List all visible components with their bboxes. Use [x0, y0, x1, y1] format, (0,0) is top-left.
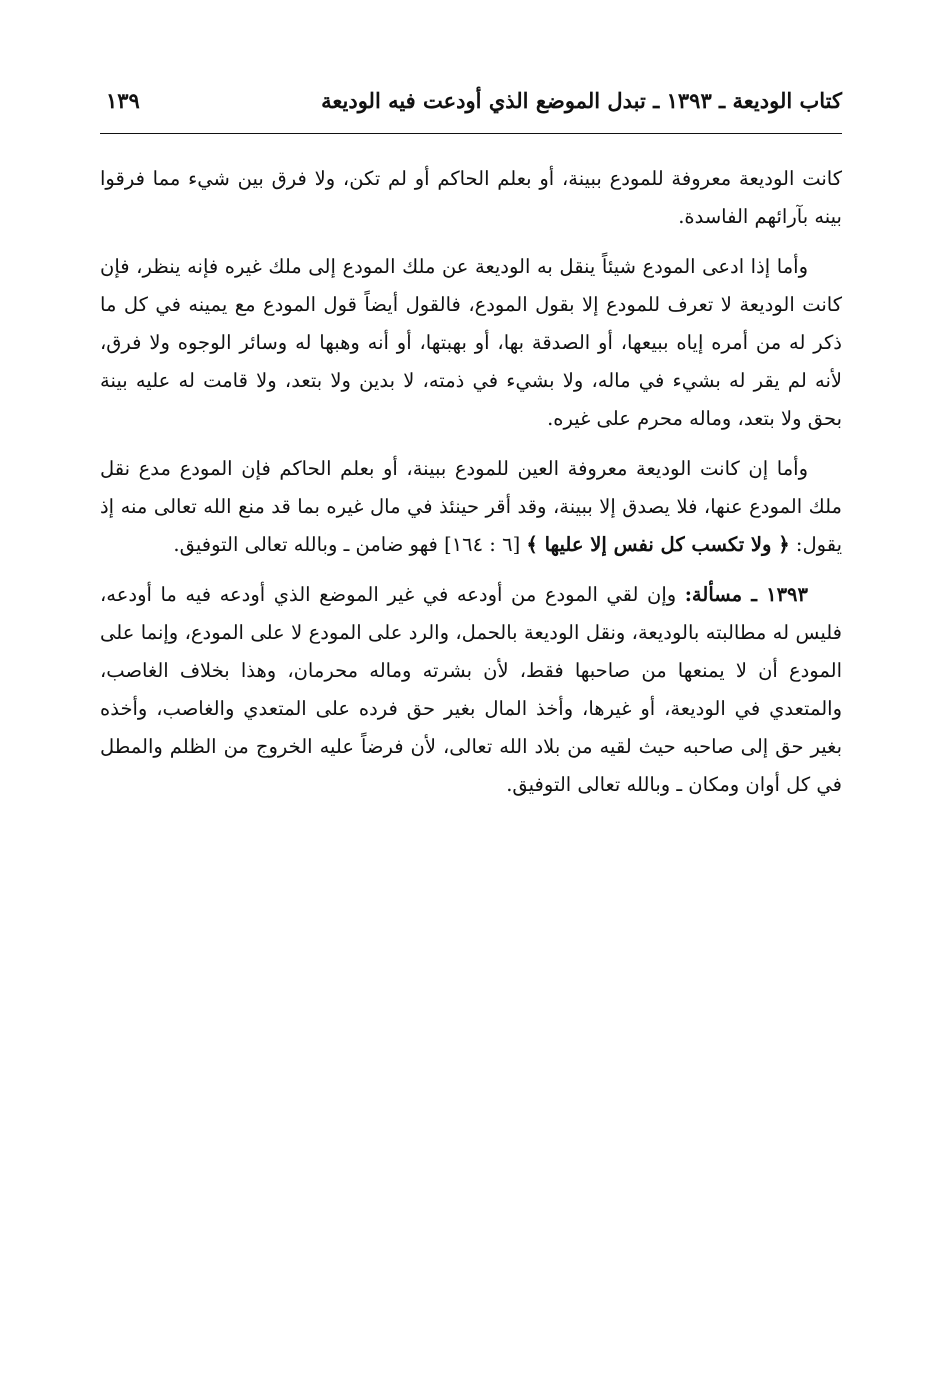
paragraph-3-after: [٦ : ١٦٤] فهو ضامن ـ وبالله تعالى التوفيق.	[173, 533, 521, 556]
paragraph-4-text: وإن لقي المودع من أودعه في غير الموضع الذي أودعه فيه ما أودعه، فليس له مطالبته بالوديعة، ونقل الوديعة بالحمل، والرد على المودع لا على المودع، وإنما على المودع أن لا يمنعها من صاحبها فقط، لأن بشرته وماله محرمان، وهذا بخلاف الغاصب، والمتعدي في الوديعة، أو غيرها، وأخذ المال بغير حق فرده على المتعدي والغاصب، وأخذه بغير حق إلى صاحبه حيث لقيه من بلاد الله تعالى، لأن فرضاً عليه الخروج من الظلم والمطل في كل أوان ومكان ـ وبالله تعالى التوفيق.	[100, 583, 842, 796]
paragraph-4	[100, 576, 842, 804]
running-head: كتاب الوديعة ـ ١٣٩٣ ـ تبدل الموضع الذي أودعت فيه الوديعة	[321, 88, 842, 113]
header-rule	[100, 133, 842, 134]
page-header	[100, 84, 842, 124]
issue-number: ١٣٩٣ ـ مسألة:	[684, 583, 808, 606]
paragraph-3	[100, 450, 842, 564]
page-number: ١٣٩	[106, 88, 140, 113]
page-body	[100, 160, 842, 816]
quran-verse: ﴿ ولا تكسب كل نفس إلا عليها ﴾	[526, 533, 790, 556]
paragraph-2: وأما إذا ادعى المودع شيئاً ينقل به الوديعة عن ملك المودع إلى ملك غيره فإنه ينظر، فإن كانت الوديعة لا تعرف للمودع إلا بقول المودع، فالقول أيضاً قول المودع مع يمينه في كل ما ذكر له من أمره إياه ببيعها، أو الصدقة بها، أو بهبتها، أو أنه وهبها له وسائر الوجوه ولا فرق، لأنه لم يقر له بشيء في ماله، ولا بشيء في ذمته، لا بدين ولا بتعد، ولا قامت له عليه بينة بحق ولا بتعد، وماله محرم على غيره.	[100, 255, 842, 430]
paragraph-3-before: وأما إن كانت الوديعة معروفة العين للمودع ببينة، أو بعلم الحاكم فإن المودع مدع نقل ملك المودع عنها، فلا يصدق إلا ببينة، وقد أقر حينئذ في مال غيره بما قد منع الله تعالى منه إذ يقول:	[100, 457, 842, 556]
paragraph-1: كانت الوديعة معروفة للمودع ببينة، أو بعلم الحاكم أو لم تكن، ولا فرق بين شيء مما فرقوا بينه بآرائهم الفاسدة.	[100, 167, 842, 228]
